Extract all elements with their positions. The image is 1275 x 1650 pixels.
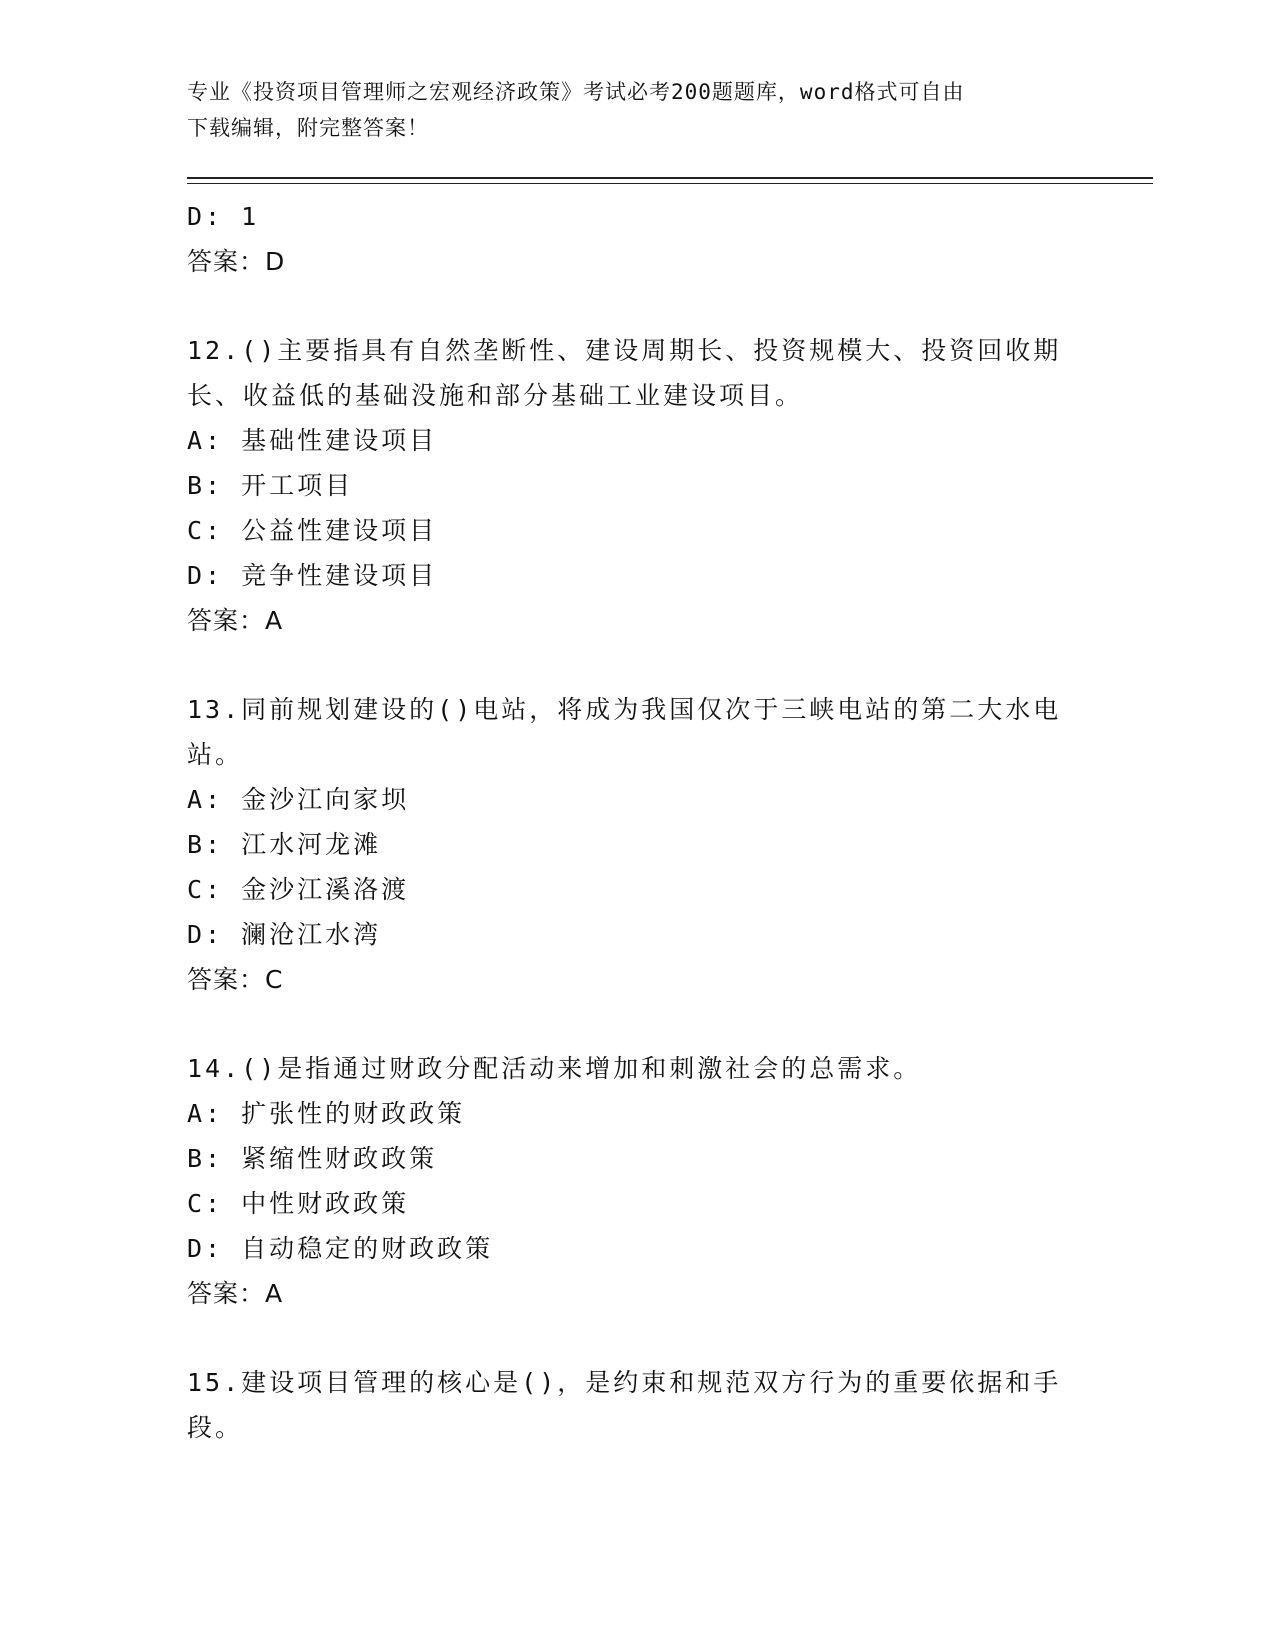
spacer <box>187 644 1087 687</box>
header-divider-thin <box>187 183 1153 184</box>
spacer <box>187 1317 1087 1360</box>
question-12 <box>187 328 1067 644</box>
answer-line: 答案：A <box>187 606 284 635</box>
option-a: A: 金沙江向家坝 <box>187 785 410 814</box>
option-c: C: 中性财政政策 <box>187 1189 410 1218</box>
question-stem: 15.建设项目管理的核心是()，是约束和规范双方行为的重要依据和手 <box>187 1368 1062 1397</box>
header-divider-thick <box>187 177 1153 179</box>
answer-line: 答案：D <box>187 247 286 276</box>
option-c: C: 金沙江溪洛渡 <box>187 875 410 904</box>
option-b: B: 紧缩性财政政策 <box>187 1144 438 1173</box>
option-b: B: 开工项目 <box>187 471 354 500</box>
question-15 <box>187 1360 1067 1450</box>
question-stem: 12.()主要指具有自然垄断性、建设周期长、投资规模大、投资回收期 <box>187 336 1062 365</box>
option-b: B: 江水河龙滩 <box>187 830 382 859</box>
header-line-1: 专业《投资项目管理师之宏观经济政策》考试必考200题题库，word格式可自由 <box>187 80 965 104</box>
document-header <box>187 74 1067 146</box>
option-a: A: 扩张性的财政政策 <box>187 1099 466 1128</box>
question-14 <box>187 1046 1067 1317</box>
spacer <box>187 1003 1087 1046</box>
question-stem-continued: 站。 <box>187 740 244 769</box>
answer-line: 答案：C <box>187 965 284 994</box>
option-d: D: 竞争性建设项目 <box>187 561 438 590</box>
question-stem-continued: 段。 <box>187 1413 244 1442</box>
spacer <box>187 285 1087 328</box>
header-line-2: 下载编辑，附完整答案！ <box>187 116 429 140</box>
option-a: A: 基础性建设项目 <box>187 426 438 455</box>
question-stem-continued: 长、收益低的基础没施和部分基础工业建设项目。 <box>187 381 804 410</box>
answer-line: 答案：A <box>187 1279 284 1308</box>
question-stem: 13.同前规划建设的()电站，将成为我国仅次于三峡电站的第二大水电 <box>187 695 1062 724</box>
question-list <box>187 194 1087 1450</box>
question-13 <box>187 687 1067 1003</box>
question-stem: 14.()是指通过财政分配活动来增加和刺激社会的总需求。 <box>187 1054 922 1083</box>
option-c: C: 公益性建设项目 <box>187 516 438 545</box>
option-d: D: 澜沧江水湾 <box>187 920 382 949</box>
option-d: D: 自动稳定的财政政策 <box>187 1234 494 1263</box>
option-d: D: 1 <box>187 202 260 231</box>
